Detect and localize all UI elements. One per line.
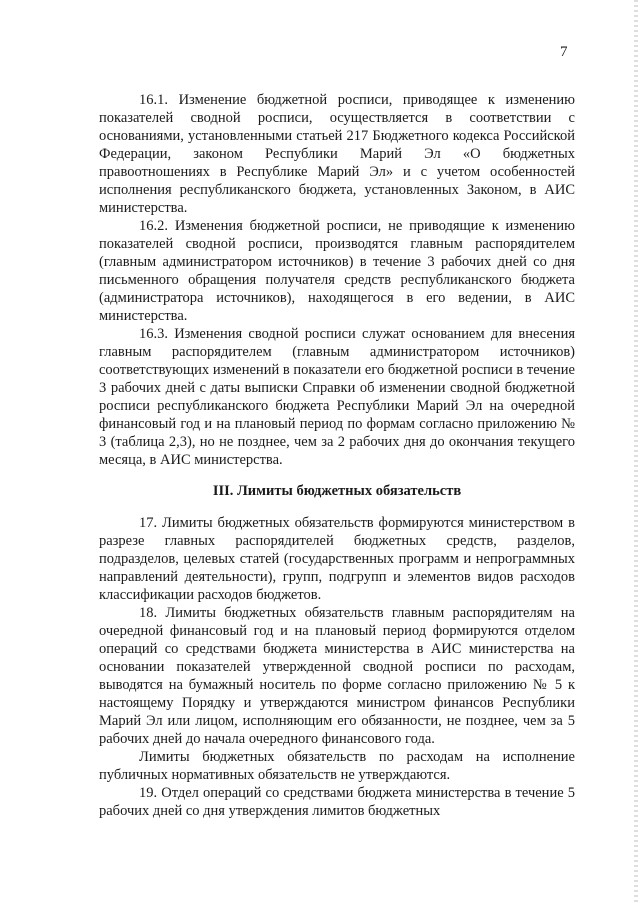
paragraph-19: 19. Отдел операций со средствами бюджета министерства в течение 5 рабочих дней со дня утверждения лимитов бюджетных: [99, 785, 575, 819]
page-number: 7: [560, 44, 568, 60]
section-heading: III. Лимиты бюджетных обязательств: [212, 483, 462, 499]
paragraph-16-2: 16.2. Изменения бюджетной росписи, не приводящие к изменению показателей сводной росписи, производятся главным распорядителем (главным администратором источников) в течение 3 рабочих дней со дня письменного обращения получателя средств республиканского бюджета (администратора источников), находящегося в его ведении, в АИС министерства.: [99, 218, 575, 324]
paragraph-18: 18. Лимиты бюджетных обязательств главным распорядителям на очередной финансовый год и на плановый период формируются отделом операций со средствами бюджета министерства в АИС министерства на основании показателей утвержденной сводной росписи по расходам, выводятся на бумажный носитель по форме согласно приложению № 5 к настоящему Порядку и утверждаются министром финансов Республики Марий Эл или лицом, исполняющим его обязанности, не позднее, чем за 5 рабочих дней до начала очередного финансового года.: [99, 605, 575, 747]
paragraph-17: 17. Лимиты бюджетных обязательств формируются министерством в разрезе главных распорядителей бюджетных средств, разделов, подразделов, целевых статей (государственных программ и непрограммных направлений деятельности), групп, подгрупп и элементов видов расходов классификации расходов бюджетов.: [99, 515, 575, 603]
paragraph-16-1: 16.1. Изменение бюджетной росписи, приводящее к изменению показателей сводной росписи, осуществляется в соответствии с основаниями, установленными статьей 217 Бюджетного кодекса Российской Федерации, законом Республики Марий Эл «О бюджетных правоотношениях в Республике Марий Эл» и с учетом особенностей исполнения республиканского бюджета, установленных Законом, в АИС министерства.: [99, 92, 575, 216]
scan-edge-mark: [634, 0, 638, 905]
paragraph-16-3: 16.3. Изменения сводной росписи служат основанием для внесения главным распорядителем (главным администратором источников) соответствующих изменений в показатели его бюджетной росписи в течение 3 рабочих дней с даты выписки Справки об изменении сводной бюджетной росписи республиканского бюджета Республики Марий Эл на очередной финансовый год и на плановый период по формам согласно приложению № 3 (таблица 2,3), но не позднее, чем за 2 рабочих дня до окончания текущего месяца, в АИС министерства.: [99, 326, 575, 468]
document-body: [99, 91, 575, 820]
paragraph-18-note: Лимиты бюджетных обязательств по расходам на исполнение публичных нормативных обязательств не утверждаются.: [99, 749, 575, 783]
